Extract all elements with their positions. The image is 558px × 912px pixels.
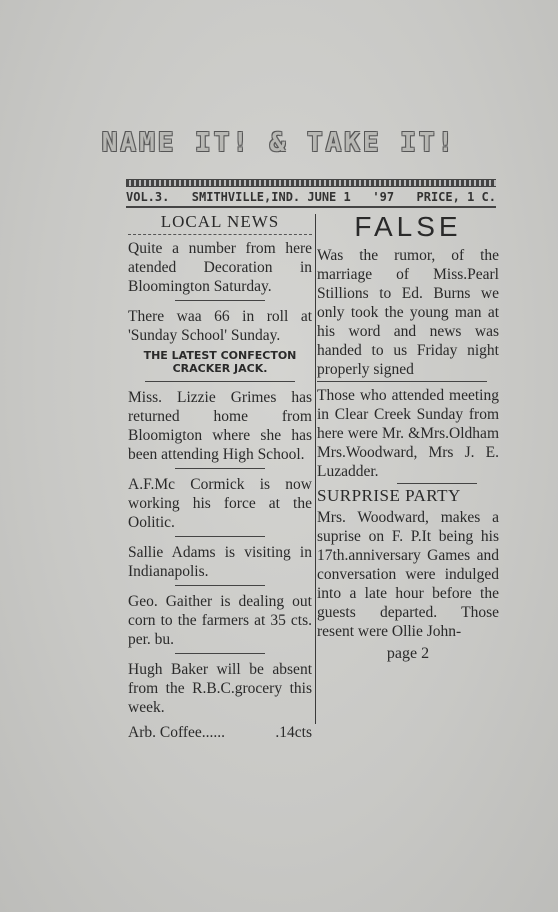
dateline	[126, 190, 496, 208]
advert-subhead: THE LATEST CONFECTON CRACKER JACK.	[143, 349, 297, 375]
place-date-label: SMITHVILLE,IND. JUNE 1 '97	[191, 190, 395, 204]
masthead-title: NAME IT! & TAKE IT!	[101, 128, 457, 158]
left-column	[128, 212, 312, 742]
divider-rule	[317, 381, 487, 382]
news-item: There waa 66 in roll at 'Sunday School' Sunday.	[128, 308, 312, 344]
divider-rule	[175, 300, 265, 301]
divider-rule	[175, 468, 265, 469]
price-listing	[128, 723, 312, 742]
news-item: Geo. Gaither is dealing out corn to the farmers at 35 cts. per. bu.	[128, 593, 312, 648]
surprise-party-heading: SURPRISE PARTY	[317, 486, 461, 505]
news-item: Was the rumor, of the marriage of Miss.Pearl Stillions to Ed. Burns we only took the young man at his word and news was handed to us Friday night properly signed	[317, 247, 499, 378]
false-heading: FALSE	[354, 211, 462, 242]
volume-label: VOL.3.	[126, 190, 170, 204]
price-listing-value: .14cts	[275, 724, 312, 741]
masthead-ornament-rule	[126, 179, 496, 187]
news-item: Mrs. Woodward, makes a suprise on F. P.It being his 17th.anniversary Games and conversation were indulged into a late hour before the guests departed. Those resent were Ollie John-	[317, 509, 499, 640]
news-item: Quite a number from here atended Decoration in Bloomington Saturday.	[128, 240, 312, 295]
right-column	[317, 212, 499, 663]
news-item: Hugh Baker will be absent from the R.B.C.grocery this week.	[128, 661, 312, 716]
price-listing-label: Arb. Coffee......	[128, 724, 225, 741]
page-continuation-note: page 2	[386, 645, 430, 662]
price-label: PRICE, 1 C.	[416, 190, 496, 204]
news-item: Those who attended meeting in Clear Creek Sunday from here were Mr. &Mrs.Oldham Mrs.Woodward, Mrs J. E. Luzadder.	[317, 387, 499, 480]
news-item: A.F.Mc Cormick is now working his force at the Oolitic.	[128, 476, 312, 531]
divider-rule	[175, 585, 265, 586]
news-item: Miss. Lizzie Grimes has returned home from Bloomigton where she has been attending High School.	[128, 389, 312, 463]
divider-rule	[397, 483, 477, 484]
news-item: Sallie Adams is visiting in Indianapolis.	[128, 544, 312, 580]
local-news-heading: LOCAL NEWS	[128, 212, 312, 235]
divider-rule	[175, 653, 265, 654]
divider-rule	[175, 536, 265, 537]
column-divider	[315, 214, 316, 724]
divider-rule	[145, 381, 295, 382]
